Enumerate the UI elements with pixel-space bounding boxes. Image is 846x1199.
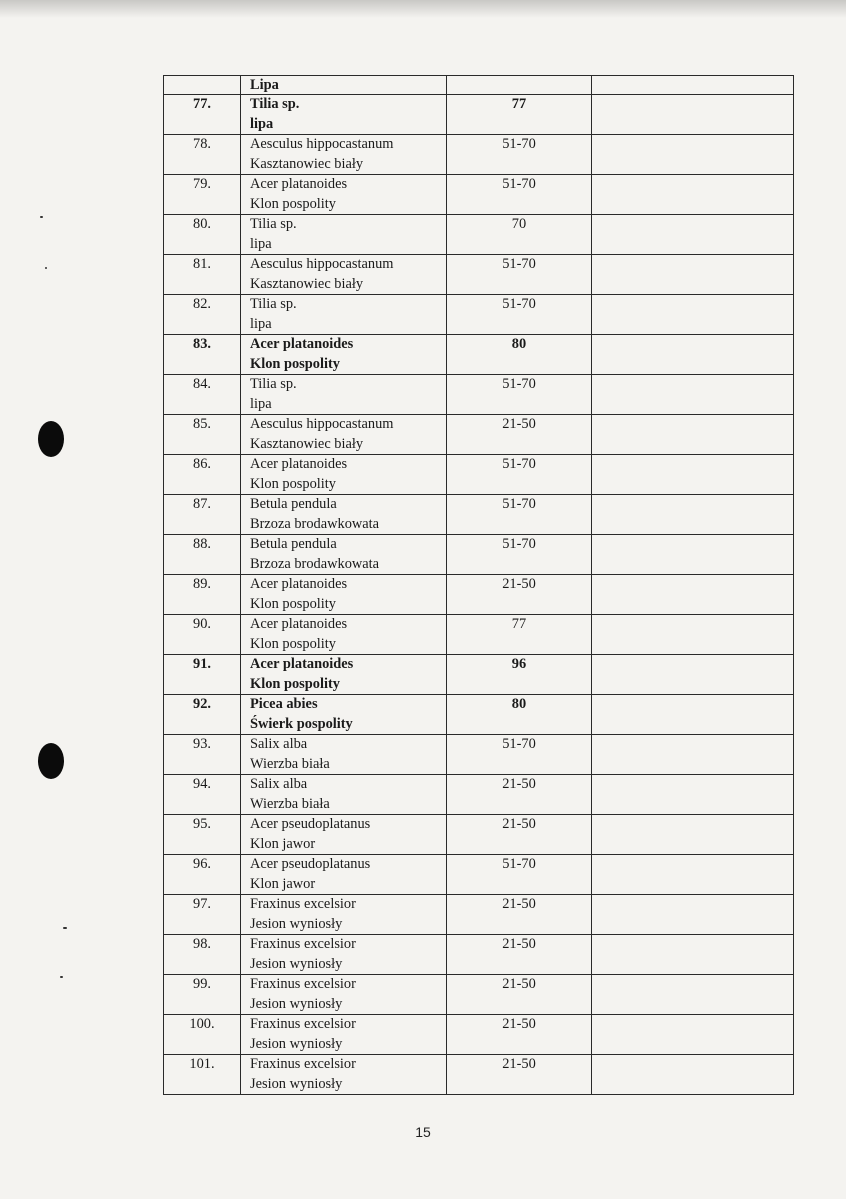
species-polish-name: lipa bbox=[250, 315, 272, 332]
cell-species bbox=[241, 855, 447, 895]
cell-value: 77 bbox=[447, 615, 592, 655]
cell-species bbox=[241, 375, 447, 415]
punch-hole-top bbox=[38, 421, 64, 457]
tree-inventory-table bbox=[163, 75, 794, 1095]
species-latin-name: Acer platanoides bbox=[250, 176, 348, 192]
cell-species bbox=[241, 815, 447, 855]
species-polish-name: Kasztanowiec biały bbox=[250, 275, 364, 292]
cell-note bbox=[592, 615, 794, 655]
cell-number: 91. bbox=[164, 655, 241, 695]
cell-value: 21-50 bbox=[447, 775, 592, 815]
cell-species bbox=[241, 135, 447, 175]
cell-value: 80 bbox=[447, 335, 592, 375]
cell-value: 21-50 bbox=[447, 935, 592, 975]
species-polish-name: Jesion wyniosły bbox=[250, 1075, 343, 1092]
cell-value: 77 bbox=[447, 95, 592, 135]
cell-species bbox=[241, 775, 447, 815]
cell-species bbox=[241, 95, 447, 135]
species-polish-name: Kasztanowiec biały bbox=[250, 435, 364, 452]
species-latin-name: Acer platanoides bbox=[250, 336, 354, 352]
table-row bbox=[164, 335, 794, 375]
table-row bbox=[164, 215, 794, 255]
table-row bbox=[164, 495, 794, 535]
species-polish-name: Lipa bbox=[250, 77, 279, 93]
species-latin-name: Tilia sp. bbox=[250, 96, 300, 112]
cell-species bbox=[241, 615, 447, 655]
cell-value: 96 bbox=[447, 655, 592, 695]
cell-value: 21-50 bbox=[447, 415, 592, 455]
species-polish-name: Świerk pospolity bbox=[250, 715, 353, 732]
cell-species bbox=[241, 215, 447, 255]
cell-value: 51-70 bbox=[447, 855, 592, 895]
table-row bbox=[164, 375, 794, 415]
scan-top-edge bbox=[0, 0, 846, 18]
cell-number: 89. bbox=[164, 575, 241, 615]
cell-species bbox=[241, 1015, 447, 1055]
cell-species bbox=[241, 76, 447, 95]
cell-note bbox=[592, 175, 794, 215]
scan-speck bbox=[60, 976, 63, 978]
species-polish-name: Klon pospolity bbox=[250, 355, 340, 372]
species-latin-name: Aesculus hippocastanum bbox=[250, 136, 394, 152]
cell-species bbox=[241, 415, 447, 455]
cell-value: 21-50 bbox=[447, 1015, 592, 1055]
cell-value: 51-70 bbox=[447, 295, 592, 335]
cell-species bbox=[241, 255, 447, 295]
species-polish-name: Klon pospolity bbox=[250, 675, 340, 692]
cell-species bbox=[241, 175, 447, 215]
cell-value: 51-70 bbox=[447, 255, 592, 295]
cell-number: 85. bbox=[164, 415, 241, 455]
cell-note bbox=[592, 575, 794, 615]
cell-number: 97. bbox=[164, 895, 241, 935]
table-row bbox=[164, 735, 794, 775]
table-row bbox=[164, 295, 794, 335]
cell-number: 77. bbox=[164, 95, 241, 135]
cell-number: 82. bbox=[164, 295, 241, 335]
cell-species bbox=[241, 295, 447, 335]
cell-value bbox=[447, 76, 592, 95]
cell-value: 21-50 bbox=[447, 1055, 592, 1095]
table-row bbox=[164, 175, 794, 215]
species-polish-name: Klon jawor bbox=[250, 835, 316, 852]
cell-value: 21-50 bbox=[447, 975, 592, 1015]
species-polish-name: lipa bbox=[250, 395, 272, 412]
table-row bbox=[164, 655, 794, 695]
species-polish-name: Wierzba biała bbox=[250, 755, 330, 772]
cell-note bbox=[592, 535, 794, 575]
species-latin-name: Fraxinus excelsior bbox=[250, 976, 356, 992]
cell-value: 80 bbox=[447, 695, 592, 735]
punch-hole-bottom bbox=[38, 743, 64, 779]
cell-number: 95. bbox=[164, 815, 241, 855]
species-latin-name: Acer platanoides bbox=[250, 576, 348, 592]
species-polish-name: Jesion wyniosły bbox=[250, 915, 343, 932]
cell-species bbox=[241, 575, 447, 615]
species-latin-name: Fraxinus excelsior bbox=[250, 1056, 356, 1072]
cell-note bbox=[592, 415, 794, 455]
species-latin-name: Acer platanoides bbox=[250, 456, 348, 472]
cell-number bbox=[164, 76, 241, 95]
cell-value: 51-70 bbox=[447, 495, 592, 535]
page-number: 15 bbox=[415, 1124, 431, 1140]
cell-note bbox=[592, 375, 794, 415]
cell-note bbox=[592, 855, 794, 895]
cell-note bbox=[592, 775, 794, 815]
cell-species bbox=[241, 335, 447, 375]
cell-species bbox=[241, 1055, 447, 1095]
cell-value: 51-70 bbox=[447, 175, 592, 215]
species-latin-name: Betula pendula bbox=[250, 496, 337, 512]
table-row bbox=[164, 255, 794, 295]
table-row bbox=[164, 615, 794, 655]
species-polish-name: Jesion wyniosły bbox=[250, 1035, 343, 1052]
cell-number: 100. bbox=[164, 1015, 241, 1055]
cell-number: 86. bbox=[164, 455, 241, 495]
species-polish-name: Klon pospolity bbox=[250, 635, 336, 652]
cell-species bbox=[241, 735, 447, 775]
cell-note bbox=[592, 335, 794, 375]
species-polish-name: Jesion wyniosły bbox=[250, 995, 343, 1012]
cell-species bbox=[241, 655, 447, 695]
table-row bbox=[164, 975, 794, 1015]
species-polish-name: lipa bbox=[250, 235, 272, 252]
cell-number: 93. bbox=[164, 735, 241, 775]
cell-note bbox=[592, 135, 794, 175]
cell-value: 21-50 bbox=[447, 575, 592, 615]
cell-note bbox=[592, 695, 794, 735]
table-row bbox=[164, 775, 794, 815]
cell-species bbox=[241, 975, 447, 1015]
cell-note bbox=[592, 1055, 794, 1095]
cell-species bbox=[241, 455, 447, 495]
tree-table-body bbox=[164, 76, 794, 1095]
species-polish-name: Brzoza brodawkowata bbox=[250, 515, 380, 532]
cell-species bbox=[241, 895, 447, 935]
cell-number: 98. bbox=[164, 935, 241, 975]
cell-value: 51-70 bbox=[447, 535, 592, 575]
cell-number: 83. bbox=[164, 335, 241, 375]
species-latin-name: Tilia sp. bbox=[250, 376, 297, 392]
cell-note bbox=[592, 895, 794, 935]
table-row bbox=[164, 855, 794, 895]
cell-species bbox=[241, 695, 447, 735]
cell-number: 87. bbox=[164, 495, 241, 535]
species-latin-name: Aesculus hippocastanum bbox=[250, 256, 394, 272]
cell-number: 88. bbox=[164, 535, 241, 575]
cell-value: 21-50 bbox=[447, 895, 592, 935]
cell-value: 51-70 bbox=[447, 135, 592, 175]
cell-value: 21-50 bbox=[447, 815, 592, 855]
species-latin-name: Tilia sp. bbox=[250, 296, 297, 312]
species-polish-name: Klon jawor bbox=[250, 875, 316, 892]
species-latin-name: Acer platanoides bbox=[250, 616, 348, 632]
table-row bbox=[164, 95, 794, 135]
species-latin-name: Acer platanoides bbox=[250, 656, 354, 672]
species-latin-name: Aesculus hippocastanum bbox=[250, 416, 394, 432]
species-latin-name: Fraxinus excelsior bbox=[250, 1016, 356, 1032]
table-row bbox=[164, 895, 794, 935]
table-row bbox=[164, 1055, 794, 1095]
cell-note bbox=[592, 255, 794, 295]
cell-note bbox=[592, 655, 794, 695]
cell-number: 81. bbox=[164, 255, 241, 295]
scan-speck bbox=[45, 267, 47, 269]
scan-speck bbox=[63, 927, 67, 929]
cell-value: 70 bbox=[447, 215, 592, 255]
table-row bbox=[164, 415, 794, 455]
cell-note bbox=[592, 735, 794, 775]
species-latin-name: Picea abies bbox=[250, 696, 318, 712]
table-row bbox=[164, 1015, 794, 1055]
cell-value: 51-70 bbox=[447, 735, 592, 775]
table-row bbox=[164, 535, 794, 575]
cell-number: 79. bbox=[164, 175, 241, 215]
cell-number: 101. bbox=[164, 1055, 241, 1095]
cell-note bbox=[592, 95, 794, 135]
table-row bbox=[164, 935, 794, 975]
table-row bbox=[164, 815, 794, 855]
cell-value: 51-70 bbox=[447, 375, 592, 415]
species-polish-name: Wierzba biała bbox=[250, 795, 330, 812]
cell-number: 99. bbox=[164, 975, 241, 1015]
species-polish-name: Brzoza brodawkowata bbox=[250, 555, 380, 572]
species-polish-name: Kasztanowiec biały bbox=[250, 155, 364, 172]
species-latin-name: Acer pseudoplatanus bbox=[250, 816, 371, 832]
cell-note bbox=[592, 975, 794, 1015]
species-latin-name: Salix alba bbox=[250, 736, 308, 752]
species-latin-name: Fraxinus excelsior bbox=[250, 896, 356, 912]
cell-species bbox=[241, 495, 447, 535]
species-polish-name: Jesion wyniosły bbox=[250, 955, 343, 972]
species-latin-name: Fraxinus excelsior bbox=[250, 936, 356, 952]
cell-number: 80. bbox=[164, 215, 241, 255]
cell-note bbox=[592, 495, 794, 535]
cell-note bbox=[592, 935, 794, 975]
species-latin-name: Acer pseudoplatanus bbox=[250, 856, 371, 872]
cell-number: 84. bbox=[164, 375, 241, 415]
cell-number: 78. bbox=[164, 135, 241, 175]
cell-number: 94. bbox=[164, 775, 241, 815]
cell-number: 90. bbox=[164, 615, 241, 655]
table-row bbox=[164, 695, 794, 735]
species-polish-name: Klon pospolity bbox=[250, 475, 336, 492]
species-latin-name: Salix alba bbox=[250, 776, 308, 792]
cell-note bbox=[592, 455, 794, 495]
cell-note bbox=[592, 1015, 794, 1055]
table-row-continuation bbox=[164, 76, 794, 95]
species-polish-name: lipa bbox=[250, 115, 274, 132]
table-row bbox=[164, 135, 794, 175]
cell-note bbox=[592, 215, 794, 255]
species-latin-name: Tilia sp. bbox=[250, 216, 297, 232]
cell-note bbox=[592, 76, 794, 95]
species-polish-name: Klon pospolity bbox=[250, 195, 336, 212]
cell-note bbox=[592, 815, 794, 855]
cell-value: 51-70 bbox=[447, 455, 592, 495]
cell-number: 92. bbox=[164, 695, 241, 735]
cell-number: 96. bbox=[164, 855, 241, 895]
table-row bbox=[164, 575, 794, 615]
cell-note bbox=[592, 295, 794, 335]
cell-species bbox=[241, 535, 447, 575]
table-row bbox=[164, 455, 794, 495]
scan-speck bbox=[40, 216, 43, 218]
species-polish-name: Klon pospolity bbox=[250, 595, 336, 612]
cell-species bbox=[241, 935, 447, 975]
species-latin-name: Betula pendula bbox=[250, 536, 337, 552]
